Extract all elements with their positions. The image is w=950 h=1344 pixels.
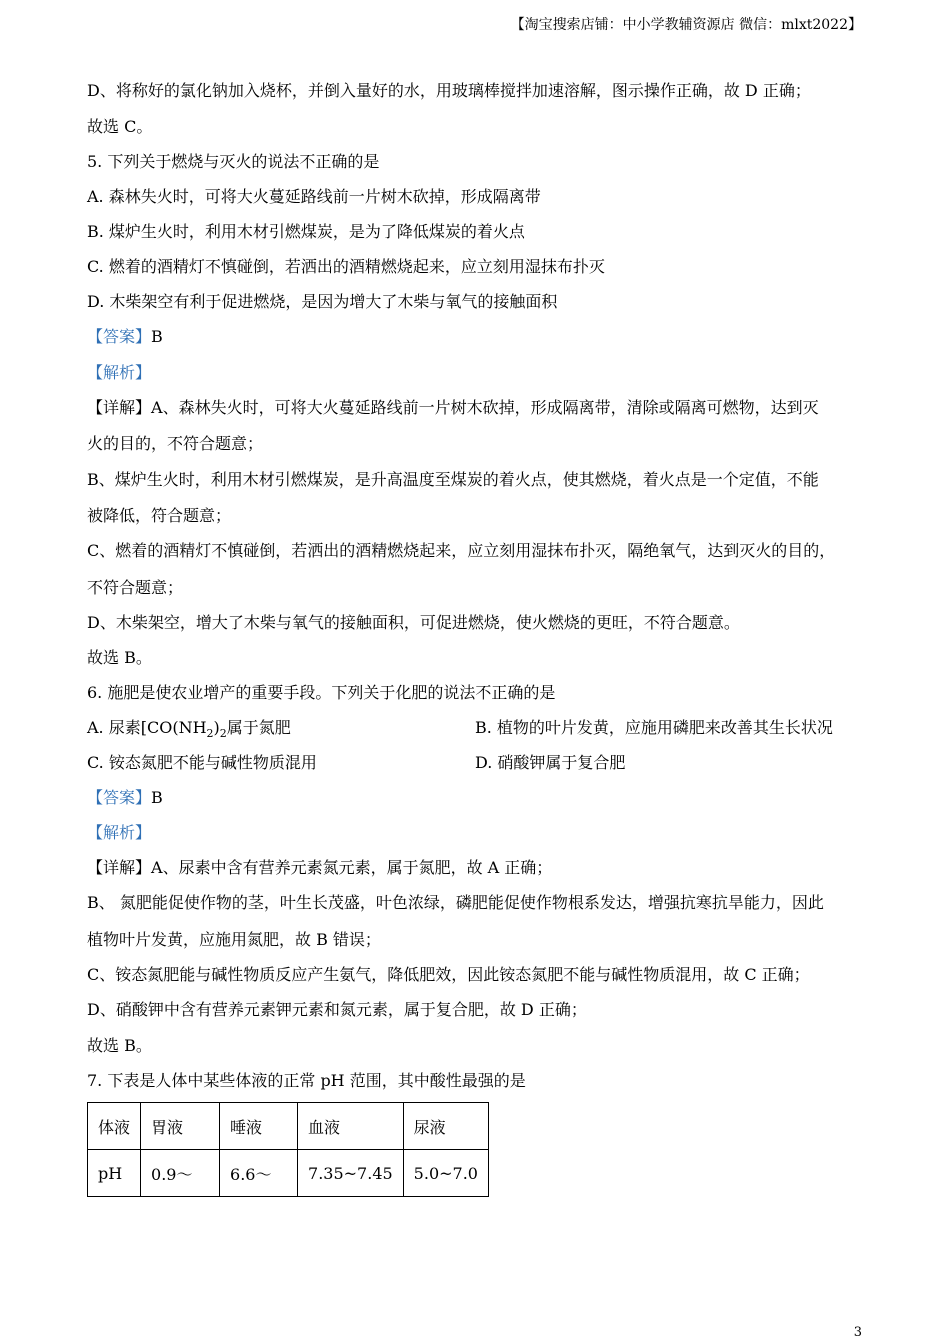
q5-detail-1: 【详解】A、森林失火时，可将大火蔓延路线前一片树木砍掉，形成隔离带，清除或隔离可燃物，达到灭 — [87, 398, 819, 417]
q6-detail-5: D、硝酸钾中含有营养元素钾元素和氮元素，属于复合肥，故 D 正确； — [87, 1000, 587, 1019]
table-cell: 胃液 — [141, 1103, 220, 1150]
q5-option-d: D. 木柴架空有利于促进燃烧，是因为增大了木柴与氧气的接触面积 — [87, 292, 558, 311]
q6-detail-2: B、 氮肥能促使作物的茎，叶生长茂盛，叶色浓绿，磷肥能促使作物根系发达，增强抗寒抗旱能力，因此 — [87, 893, 824, 912]
q5-detail-3: B、煤炉生火时，利用木材引燃煤炭，是升高温度至煤炭的着火点，使其燃烧，着火点是一个定值，不能 — [87, 470, 819, 489]
q6-conclusion: 故选 B。 — [87, 1036, 152, 1055]
q5-option-c: C. 燃着的酒精灯不慎碰倒，若洒出的酒精燃烧起来，应立刻用湿抹布扑灭 — [87, 257, 605, 276]
detail-tag: 【详解】 — [87, 398, 152, 417]
table-row — [88, 1150, 489, 1197]
q5-answer — [87, 327, 163, 347]
table-cell: 5.0~7.0 — [403, 1150, 488, 1197]
q6-detail-1: 【详解】A、尿素中含有营养元素氮元素，属于氮肥，故 A 正确； — [87, 858, 553, 877]
q6-option-d: D. 硝酸钾属于复合肥 — [475, 753, 626, 772]
q6-option-a: A. 尿素[$CO(NH_2)_2$属于氮肥 — [87, 718, 291, 741]
q5-stem: 5. 下列关于燃烧与灭火的说法不正确的是 — [87, 152, 380, 171]
table-cell: 血液 — [298, 1103, 404, 1150]
q5-detail-2: 火的目的，不符合题意； — [87, 434, 264, 453]
table-cell: 7.35~7.45 — [298, 1150, 404, 1197]
q6-answer — [87, 788, 163, 808]
ph-table — [87, 1102, 489, 1197]
q6-detail-4: C、铵态氮肥能与碱性物质反应产生氨气，降低肥效，因此铵态氮肥不能与碱性物质混用，故 C 正确； — [87, 965, 810, 984]
q5-detail-7: D、木柴架空，增大了木柴与氧气的接触面积，可促进燃烧，使火燃烧的更旺，不符合题意。 — [87, 613, 740, 632]
q5-detail-4: 被降低，符合题意； — [87, 506, 232, 525]
q5-option-a: A. 森林失火时，可将大火蔓延路线前一片树木砍掉，形成隔离带 — [87, 187, 541, 206]
q6-stem: 6. 施肥是使农业增产的重要手段。下列关于化肥的说法不正确的是 — [87, 683, 556, 702]
answer-tag: 【答案】 — [87, 327, 152, 346]
detail-tag: 【详解】 — [87, 858, 152, 877]
answer-tag: 【答案】 — [87, 788, 152, 807]
table-cell: 6.6～ — [220, 1150, 298, 1197]
prev-conclusion: 故选 C。 — [87, 117, 153, 136]
q5-detail-6: 不符合题意； — [87, 578, 184, 597]
table-cell: 0.9～ — [141, 1150, 220, 1197]
table-cell: pH — [88, 1150, 141, 1197]
q6-detail-3: 植物叶片发黄，应施用氮肥，故 B 错误； — [87, 930, 381, 949]
q5-detail-5: C、燃着的酒精灯不慎碰倒，若洒出的酒精燃烧起来，应立刻用湿抹布扑灭，隔绝氧气，达到灭火的目的， — [87, 541, 836, 560]
table-cell: 唾液 — [220, 1103, 298, 1150]
q5-option-b: B. 煤炉生火时，利用木材引燃煤炭，是为了降低煤炭的着火点 — [87, 222, 525, 241]
q6-option-c: C. 铵态氮肥不能与碱性物质混用 — [87, 753, 317, 772]
prev-option-d: D、将称好的氯化钠加入烧杯，并倒入量好的水，用玻璃棒搅拌加速溶解，图示操作正确，故 D 正确； — [87, 81, 811, 100]
table-cell: 尿液 — [403, 1103, 488, 1150]
q6-option-b: B. 植物的叶片发黄，应施用磷肥来改善其生长状况 — [475, 718, 833, 737]
page-header: 【淘宝搜索店铺：中小学教辅资源店 微信：mlxt2022】 — [510, 17, 862, 33]
q7-stem: 7. 下表是人体中某些体液的正常 pH 范围，其中酸性最强的是 — [87, 1071, 526, 1090]
q5-analysis-tag: 【解析】 — [87, 363, 152, 382]
q5-conclusion: 故选 B。 — [87, 648, 152, 667]
answer-value: B — [151, 788, 163, 807]
q6-analysis-tag: 【解析】 — [87, 823, 152, 842]
table-row — [88, 1103, 489, 1150]
table-cell: 体液 — [88, 1103, 141, 1150]
page-number: 3 — [853, 1325, 862, 1340]
answer-value: B — [151, 327, 163, 346]
